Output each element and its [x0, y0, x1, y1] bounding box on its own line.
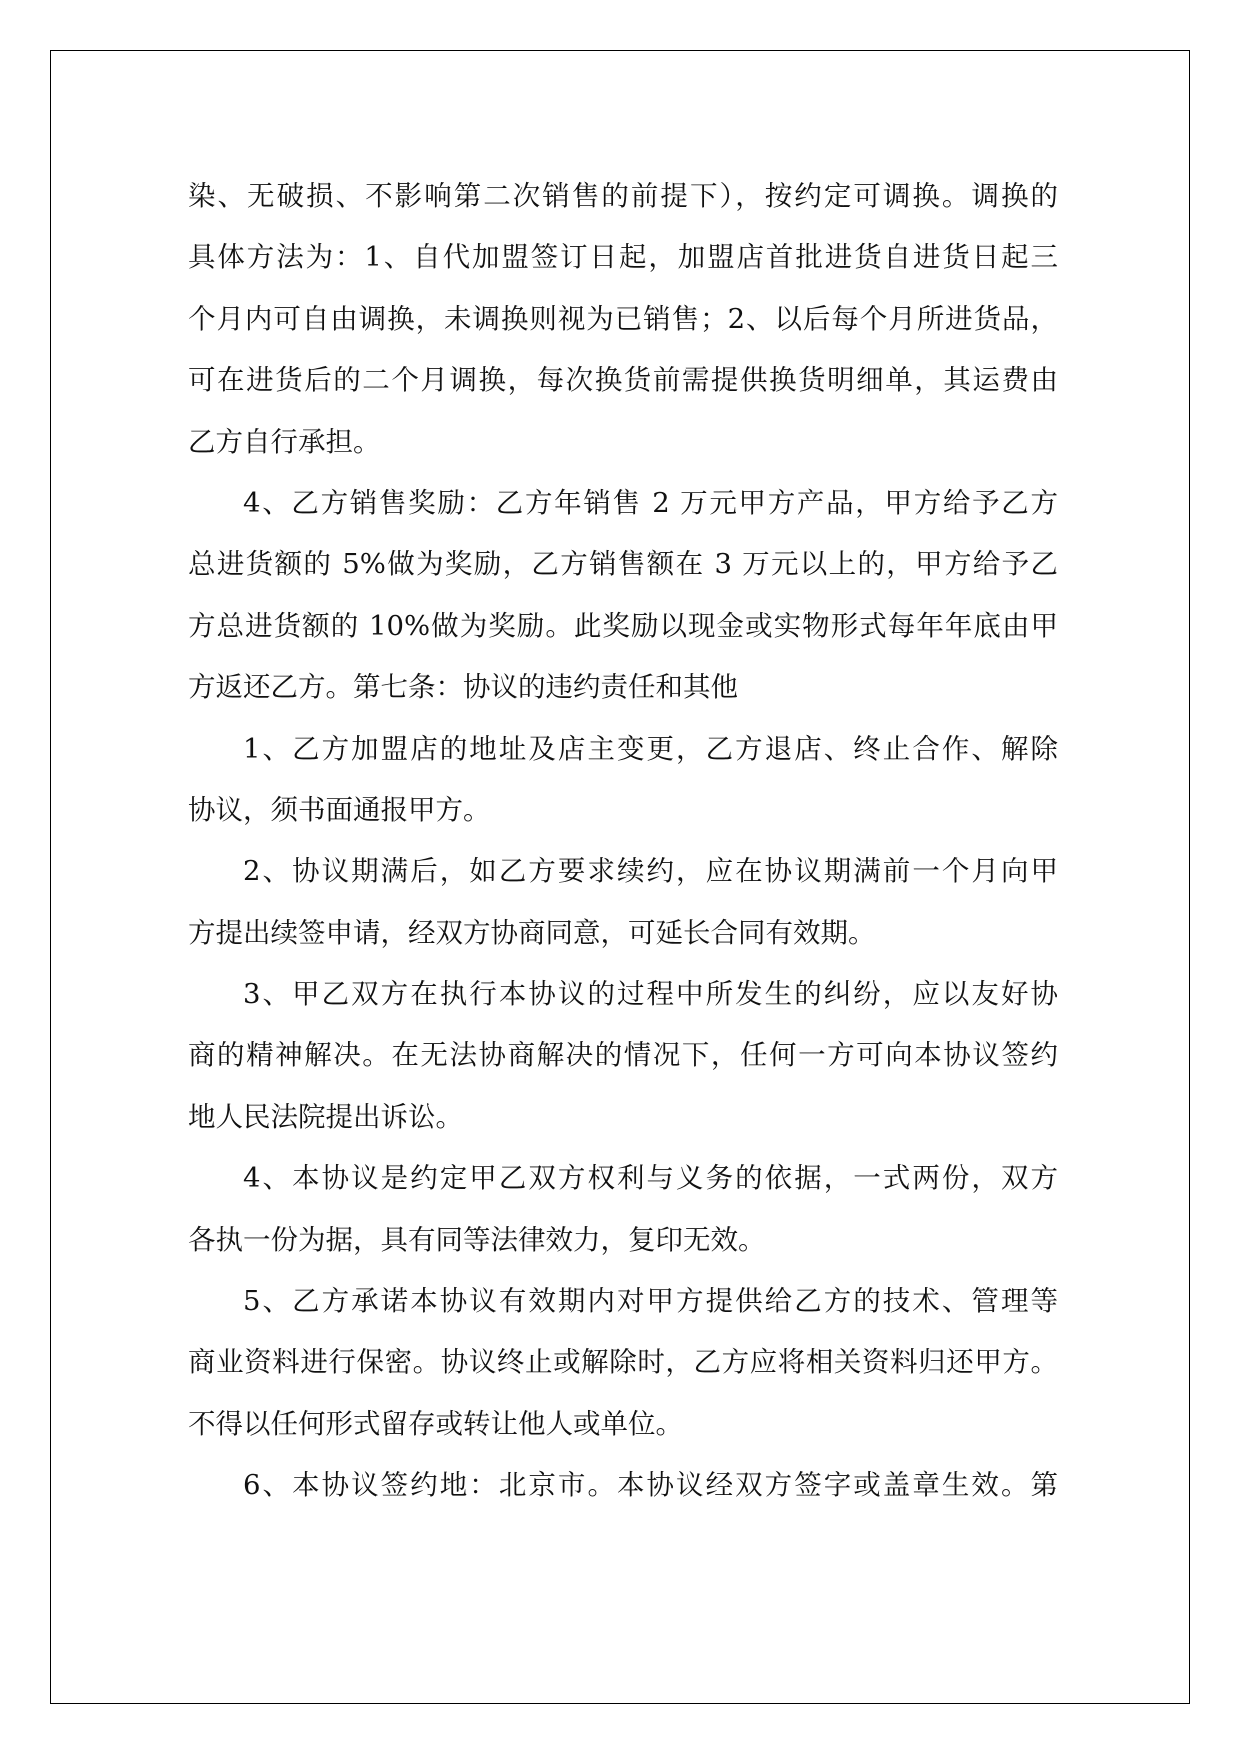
- text-line: 5、乙方承诺本协议有效期内对甲方提供给乙方的技术、管理等: [243, 1285, 1058, 1318]
- text-line: 个月内可自由调换，未调换则视为已销售；2、以后每个月所进货品，: [188, 302, 1058, 335]
- text-line: 乙方自行承担。: [188, 425, 381, 458]
- text-line: 方总进货额的 10%做为奖励。此奖励以现金或实物形式每年年底由甲: [188, 609, 1058, 642]
- text-line: 不得以任何形式留存或转让他人或单位。: [188, 1407, 683, 1440]
- text-line: 6、本协议签约地：北京市。本协议经双方签字或盖章生效。第: [243, 1469, 1058, 1502]
- text-line: 具体方法为：1、自代加盟签订日起，加盟店首批进货自进货日起三: [188, 241, 1058, 274]
- text-line: 染、无破损、不影响第二次销售的前提下），按约定可调换。调换的: [188, 180, 1058, 212]
- text-line: 商业资料进行保密。协议终止或解除时，乙方应将相关资料归还甲方。: [188, 1346, 1058, 1379]
- text-line: 可在进货后的二个月调换，每次换货前需提供换货明细单，其运费由: [188, 364, 1058, 397]
- document-body: [188, 166, 1058, 1517]
- text-line: 3、甲乙双方在执行本协议的过程中所发生的纠纷，应以友好协: [243, 978, 1058, 1011]
- text-line: 商的精神解决。在无法协商解决的情况下，任何一方可向本协议签约: [188, 1039, 1058, 1072]
- text-line: 各执一份为据，具有同等法律效力，复印无效。: [188, 1223, 766, 1256]
- text-line: 2、协议期满后，如乙方要求续约，应在协议期满前一个月向甲: [243, 855, 1058, 888]
- text-line: 协议，须书面通报甲方。: [188, 793, 491, 826]
- text-line: 1、乙方加盟店的地址及店主变更，乙方退店、终止合作、解除: [243, 732, 1058, 765]
- text-line: 方返还乙方。第七条：协议的违约责任和其他: [188, 671, 738, 704]
- text-line: 方提出续签申请，经双方协商同意，可延长合同有效期。: [188, 916, 876, 949]
- text-line: 4、本协议是约定甲乙双方权利与义务的依据，一式两份，双方: [243, 1162, 1058, 1195]
- text-line: 地人民法院提出诉讼。: [188, 1100, 463, 1133]
- text-line: 总进货额的 5%做为奖励，乙方销售额在 3 万元以上的，甲方给予乙: [188, 548, 1058, 581]
- text-line: 4、乙方销售奖励：乙方年销售 2 万元甲方产品，甲方给予乙方: [243, 486, 1058, 519]
